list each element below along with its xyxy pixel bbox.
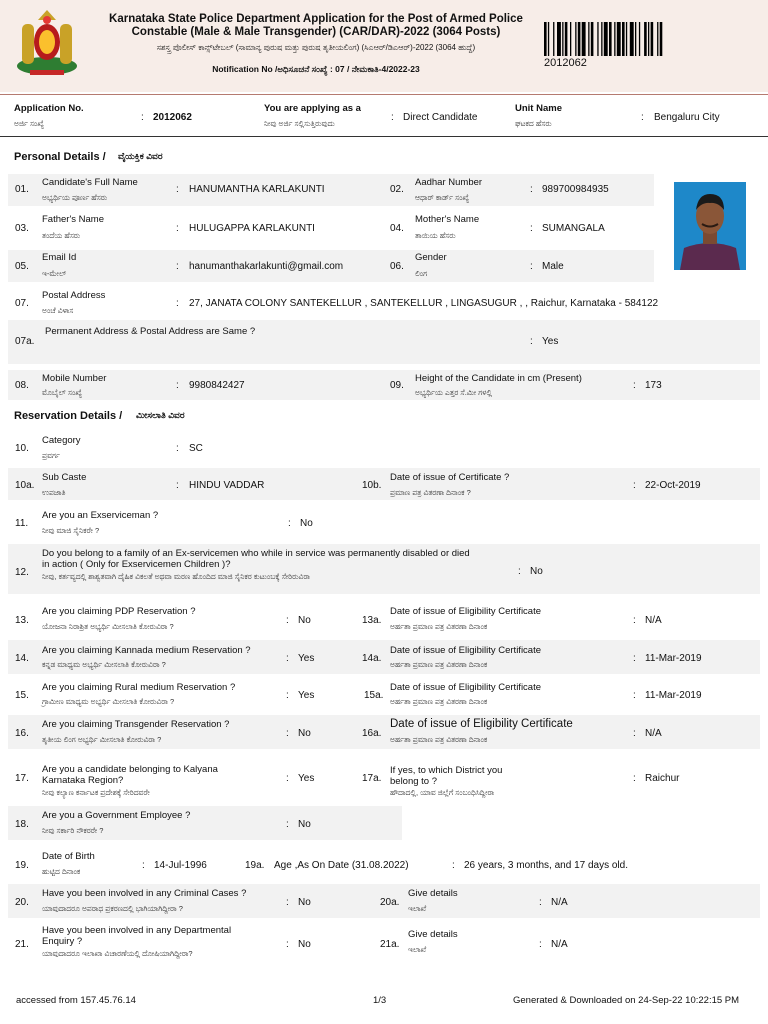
transgender-label-kannada: ತೃತೀಯ ಲಿಂಗ ಅಭ್ಯರ್ಥಿ ಮೀಸಲಾತಿ ಕೋರುವಿರಾ ? xyxy=(42,735,162,744)
transgender-cert-date-label: Date of issue of Eligibility Certificate xyxy=(390,718,573,730)
sub-caste-label: Sub Caste xyxy=(42,472,87,483)
applying-as-value: Direct Candidate xyxy=(403,112,478,123)
colon: : xyxy=(286,819,289,830)
row-number: 10. xyxy=(15,443,29,454)
certificate-date-value: 22-Oct-2019 xyxy=(645,480,701,491)
row-number: 19. xyxy=(15,860,29,871)
certificate-date-label: Date of issue of Certificate ? xyxy=(390,472,510,483)
colon: : xyxy=(176,380,179,391)
exservicemen-family-value: No xyxy=(530,566,543,577)
kannada-cert-date-value: 11-Mar-2019 xyxy=(645,653,702,664)
category-value: SC xyxy=(189,443,203,454)
exserviceman-label: Are you an Exserviceman ? xyxy=(42,510,159,521)
colon: : xyxy=(530,261,533,272)
row-number: 12. xyxy=(15,567,29,578)
colon: : xyxy=(286,897,289,908)
mobile-label-kannada: ಮೊಬೈಲ್ ಸಂಖ್ಯೆ xyxy=(42,388,83,397)
criminal-details-label-kannada: ಇಲಾಖೆ xyxy=(408,904,427,913)
district-label: If yes, to which District you belong to ? xyxy=(390,765,503,787)
gender-label: Gender xyxy=(415,252,447,263)
exserviceman-value: No xyxy=(300,518,313,529)
kalyana-karnataka-label: Are you a candidate belonging to Kalyana Karnataka Region? xyxy=(42,764,218,786)
colon: : xyxy=(176,223,179,234)
district-label-kannada: ಹೌದಾದಲ್ಲಿ, ಯಾವ ಜಿಲ್ಲೆಗೆ ಸಂಬಂಧಿಸಿದ್ದೀರಾ xyxy=(390,788,495,797)
rural-medium-label: Are you claiming Rural medium Reservation ? xyxy=(42,682,236,693)
colon: : xyxy=(530,184,533,195)
colon: : xyxy=(633,380,636,391)
personal-details-heading-kannada: ವೈಯಕ್ತಿಕ ವಿವರ xyxy=(118,151,163,161)
enquiry-details-value: N/A xyxy=(551,939,568,950)
row-number: 14. xyxy=(15,653,29,664)
colon: : xyxy=(633,615,636,626)
dob-label-kannada: ಹುಟ್ಟಿದ ದಿನಾಂಕ xyxy=(42,867,81,876)
barcode-number: 2012062 xyxy=(544,57,587,69)
row-number: 13. xyxy=(15,615,29,626)
row-number: 19a. xyxy=(245,860,265,871)
colon: : xyxy=(286,939,289,950)
pdp-label: Are you claiming PDP Reservation ? xyxy=(42,606,196,617)
kalyana-karnataka-value: Yes xyxy=(298,773,315,784)
pdp-cert-date-label-kannada: ಅರ್ಹತಾ ಪ್ರಮಾಣ ಪತ್ರ ವಿತರಣಾ ದಿನಾಂಕ xyxy=(390,622,488,631)
colon: : xyxy=(633,773,636,784)
kannada-medium-value: Yes xyxy=(298,653,315,664)
category-label: Category xyxy=(42,435,81,446)
row-number: 15a. xyxy=(364,690,384,701)
sub-caste-value: HINDU VADDAR xyxy=(189,480,265,491)
kannada-medium-label: Are you claiming Kannada medium Reservation ? xyxy=(42,645,251,656)
colon: : xyxy=(518,566,521,577)
gender-label-kannada: ಲಿಂಗ xyxy=(415,269,428,278)
accessed-from: accessed from 157.45.76.14 xyxy=(16,995,136,1006)
row-number: 01. xyxy=(15,184,29,195)
govt-employee-label-kannada: ನೀವು ಸರ್ಕಾರಿ ನೌಕರರೇ ? xyxy=(42,826,104,835)
unit-name-label-kannada: ಘಟಕದ ಹೆಸರು xyxy=(515,119,552,128)
postal-address-value: 27, JANATA COLONY SANTEKELLUR , SANTEKELLUR , LINGASUGUR , , Raichur, Karnataka - 584122 xyxy=(189,298,659,309)
govt-employee-value: No xyxy=(298,819,311,830)
row-number: 15. xyxy=(15,690,29,701)
sub-caste-label-kannada: ಉಪಜಾತಿ xyxy=(42,488,66,497)
rural-cert-date-label-kannada: ಅರ್ಹತಾ ಪ್ರಮಾಣ ಪತ್ರ ವಿತರಣಾ ದಿನಾಂಕ xyxy=(390,697,488,706)
colon: : xyxy=(633,728,636,739)
departmental-enquiry-label-kannada: ಯಾವುದಾದರೂ ಇಲಾಖಾ ವಿಚಾರಣೆಯಲ್ಲಿ ದೋಷಿಯಾಗಿದ್ದೀರಾ? xyxy=(42,949,193,958)
aadhar-value: 989700984935 xyxy=(542,184,609,195)
karnataka-emblem-icon xyxy=(12,6,82,80)
mother-name-label-kannada: ತಾಯಿಯ ಹೆಸರು xyxy=(415,231,456,240)
rural-medium-label-kannada: ಗ್ರಾಮೀಣ ಮಾಧ್ಯಮ ಅಭ್ಯರ್ಥಿ ಮೀಸಲಾತಿ ಕೋರುವಿರಾ ? xyxy=(42,697,175,706)
row-number: 07a. xyxy=(15,336,35,347)
father-name-label-kannada: ತಂದೆಯ ಹೆಸರು xyxy=(42,231,81,240)
colon: : xyxy=(286,690,289,701)
colon: : xyxy=(633,653,636,664)
category-label-kannada: ಪ್ರವರ್ಗ xyxy=(42,451,60,460)
height-value: 173 xyxy=(645,380,662,391)
criminal-cases-value: No xyxy=(298,897,311,908)
application-no-value: 2012062 xyxy=(153,112,192,123)
colon: : xyxy=(391,112,394,123)
row-number: 11. xyxy=(15,518,29,529)
departmental-enquiry-label: Have you been involved in any Departmental Enquiry ? xyxy=(42,925,232,947)
rural-cert-date-label: Date of issue of Eligibility Certificate xyxy=(390,682,542,693)
row-number: 21a. xyxy=(380,939,400,950)
row-number: 16. xyxy=(15,728,29,739)
age-value: 26 years, 3 months, and 17 days old. xyxy=(464,860,628,871)
candidate-photo-image xyxy=(674,182,746,270)
father-name-value: HULUGAPPA KARLAKUNTI xyxy=(189,223,315,234)
district-value: Raichur xyxy=(645,773,680,784)
colon: : xyxy=(176,443,179,454)
applying-as-label: You are applying as a xyxy=(264,103,361,114)
notification-number: Notification No /ಅಧಿಸೂಚನೆ ಸಂಖ್ಯೆ : 07 / ನೇಮಕಾತಿ-4/2022-23 xyxy=(212,64,420,74)
email-label: Email Id xyxy=(42,252,77,263)
mobile-label: Mobile Number xyxy=(42,373,107,384)
generated-timestamp: Generated & Downloaded on 24-Sep-22 10:22:15 PM xyxy=(513,995,740,1006)
gender-value: Male xyxy=(542,261,564,272)
exserviceman-label-kannada: ನೀವು ಮಾಜಿ ಸೈನಿಕರೇ ? xyxy=(42,526,100,535)
transgender-cert-date-label-kannada: ಅರ್ಹತಾ ಪ್ರಮಾಣ ಪತ್ರ ವಿತರಣಾ ದಿನಾಂಕ xyxy=(390,735,488,744)
dob-label: Date of Birth xyxy=(42,851,95,862)
full-name-label: Candidate's Full Name xyxy=(42,177,138,188)
colon: : xyxy=(176,480,179,491)
colon: : xyxy=(176,261,179,272)
colon: : xyxy=(286,728,289,739)
row-number: 20a. xyxy=(380,897,400,908)
application-no-label: Application No. xyxy=(14,103,84,114)
colon: : xyxy=(530,223,533,234)
enquiry-details-label: Give details xyxy=(408,929,458,940)
colon: : xyxy=(286,653,289,664)
postal-address-label: Postal Address xyxy=(42,290,106,301)
dob-value: 14-Jul-1996 xyxy=(154,860,207,871)
kannada-cert-date-label: Date of issue of Eligibility Certificate xyxy=(390,645,542,656)
transgender-cert-date-value: N/A xyxy=(645,728,662,739)
colon: : xyxy=(288,518,291,529)
reservation-details-heading-kannada: ಮೀಸಲಾತಿ ವಿವರ xyxy=(136,410,185,420)
document-title: Karnataka State Police Department Application for the Post of Armed Police Constable (Male & Male Transgender) (CAR/DAR)-2022 (3064 Posts) xyxy=(109,13,523,38)
criminal-cases-label: Have you been involved in any Criminal Cases ? xyxy=(42,888,247,899)
colon: : xyxy=(176,298,179,309)
kannada-cert-date-label-kannada: ಅರ್ಹತಾ ಪ್ರಮಾಣ ಪತ್ರ ವಿತರಣಾ ದಿನಾಂಕ xyxy=(390,660,488,669)
row-number: 17a. xyxy=(362,773,382,784)
aadhar-label-kannada: ಆಧಾರ್ ಕಾರ್ಡ್ ಸಂಖ್ಯೆ xyxy=(415,193,470,202)
candidate-photo xyxy=(674,182,746,270)
exservicemen-family-label: Do you belong to a family of an Ex-servicemen who while in service was permanently disabled or died in action ( Only for Exservicemen Children )? xyxy=(42,548,470,570)
kalyana-karnataka-label-kannada: ನೀವು ಕಲ್ಯಾಣ ಕರ್ನಾಟಕ ಪ್ರದೇಶಕ್ಕೆ ಸೇರಿದವರೇ xyxy=(42,788,150,797)
barcode-icon xyxy=(544,22,760,56)
departmental-enquiry-value: No xyxy=(298,939,311,950)
colon: : xyxy=(141,112,144,123)
full-name-value: HANUMANTHA KARLAKUNTI xyxy=(189,184,325,195)
info-divider xyxy=(0,136,768,137)
row-number: 05. xyxy=(15,261,29,272)
colon: : xyxy=(633,690,636,701)
email-label-kannada: ಇ-ಮೇಲ್ xyxy=(42,269,67,278)
criminal-details-value: N/A xyxy=(551,897,568,908)
postal-address-label-kannada: ಅಂಚೆ ವಿಳಾಸ xyxy=(42,306,74,315)
transgender-value: No xyxy=(298,728,311,739)
unit-name-label: Unit Name xyxy=(515,103,562,114)
colon: : xyxy=(142,860,145,871)
row-number: 17. xyxy=(15,773,29,784)
row-number: 10b. xyxy=(362,480,382,491)
rural-cert-date-value: 11-Mar-2019 xyxy=(645,690,702,701)
criminal-cases-label-kannada: ಯಾವುದಾದರೂ ಅಪರಾಧ ಪ್ರಕರಣದಲ್ಲಿ ಭಾಗಿಯಾಗಿದ್ದೀರಾ ? xyxy=(42,904,183,913)
row-number: 21. xyxy=(15,939,29,950)
age-label: Age ,As On Date (31.08.2022) xyxy=(274,860,409,871)
reservation-details-heading: Reservation Details / xyxy=(14,410,123,422)
personal-details-heading: Personal Details / xyxy=(14,151,106,163)
colon: : xyxy=(539,939,542,950)
height-label: Height of the Candidate in cm (Present) xyxy=(415,373,582,384)
page-number: 1/3 xyxy=(373,995,387,1006)
pdp-label-kannada: ಯೋಜನಾ ನಿರಾಶ್ರಿತ ಅಭ್ಯರ್ಥಿ ಮೀಸಲಾತಿ ಕೋರುವಿರಾ ? xyxy=(42,622,174,631)
colon: : xyxy=(286,615,289,626)
colon: : xyxy=(286,773,289,784)
exservicemen-family-label-kannada: ನೀವು, ಕರ್ತವ್ಯದಲ್ಲಿ ಶಾಶ್ವತವಾಗಿ ದೈಹಿಕ ವಿಕಲತೆ ಅಥವಾ ಮರಣ ಹೊಂದಿದ ಮಾಜಿ ಸೈನಿಕರ ಕುಟುಂಬಕ್ಕೆ ಸೇರಿರುವಿರಾ xyxy=(42,572,310,581)
same-address-value: Yes xyxy=(542,336,559,347)
row-number: 16a. xyxy=(362,728,382,739)
aadhar-label: Aadhar Number xyxy=(415,177,483,188)
same-address-label: Permanent Address & Postal Address are Same ? xyxy=(45,326,256,337)
pdp-cert-date-label: Date of issue of Eligibility Certificate xyxy=(390,606,542,617)
row-number: 06. xyxy=(390,261,404,272)
colon: : xyxy=(633,480,636,491)
row-number: 03. xyxy=(15,223,29,234)
rural-medium-value: Yes xyxy=(298,690,315,701)
row-number: 09. xyxy=(390,380,404,391)
certificate-date-label-kannada: ಪ್ರಮಾಣ ಪತ್ರ ವಿತರಣಾ ದಿನಾಂಕ ? xyxy=(390,488,471,497)
govt-employee-label: Are you a Government Employee ? xyxy=(42,810,191,821)
row-number: 04. xyxy=(390,223,404,234)
pdp-cert-date-value: N/A xyxy=(645,615,662,626)
transgender-label: Are you claiming Transgender Reservation ? xyxy=(42,719,230,730)
pdp-value: No xyxy=(298,615,311,626)
father-name-label: Father's Name xyxy=(42,214,105,225)
height-label-kannada: ಅಭ್ಯರ್ಥಿಯ ಎತ್ತರ ಸೆ.ಮೀ ಗಳಲ್ಲಿ xyxy=(415,388,493,397)
row-number: 14a. xyxy=(362,653,382,664)
header-divider xyxy=(0,94,768,95)
full-name-label-kannada: ಅಭ್ಯರ್ಥಿಯ ಪೂರ್ಣ ಹೆಸರು xyxy=(42,193,108,202)
email-value: hanumanthakarlakunti@gmail.com xyxy=(189,261,344,272)
mother-name-label: Mother's Name xyxy=(415,214,480,225)
unit-name-value: Bengaluru City xyxy=(654,112,720,123)
document-title-kannada: ಸಶಸ್ತ್ರ ಪೊಲೀಸ್ ಕಾನ್ಸ್‌ಟೇಬಲ್ (ಸಾಮಾನ್ಯ ಪುರುಷ ಮತ್ತು ಪುರುಷ ತೃತೀಯಲಿಂಗ) (ಸಿಎಆರ್/ಡಿಎಆರ್)-2022 (3064 ಹುದ್ದೆ) xyxy=(156,43,476,52)
enquiry-details-label-kannada: ಇಲಾಖೆ xyxy=(408,945,427,954)
row-number: 20. xyxy=(15,897,29,908)
row-number: 10a. xyxy=(15,480,35,491)
criminal-details-label: Give details xyxy=(408,888,458,899)
mobile-value: 9980842427 xyxy=(189,380,245,391)
colon: : xyxy=(641,112,644,123)
colon: : xyxy=(452,860,455,871)
mother-name-value: SUMANGALA xyxy=(542,223,605,234)
applying-as-label-kannada: ನೀವು ಅರ್ಜಿ ಸಲ್ಲಿಸುತ್ತಿರುವುದು xyxy=(264,119,335,128)
colon: : xyxy=(176,184,179,195)
kannada-medium-label-kannada: ಕನ್ನಡ ಮಾಧ್ಯಮ ಅಭ್ಯರ್ಥಿ ಮೀಸಲಾತಿ ಕೋರುವಿರಾ ? xyxy=(42,660,166,669)
colon: : xyxy=(539,897,542,908)
row-number: 08. xyxy=(15,380,29,391)
row-number: 13a. xyxy=(362,615,382,626)
colon: : xyxy=(530,336,533,347)
row-number: 18. xyxy=(15,819,29,830)
row-number: 02. xyxy=(390,184,404,195)
row-number: 07. xyxy=(15,298,29,309)
application-no-label-kannada: ಅರ್ಜಿ ಸಂಖ್ಯೆ xyxy=(14,119,45,128)
